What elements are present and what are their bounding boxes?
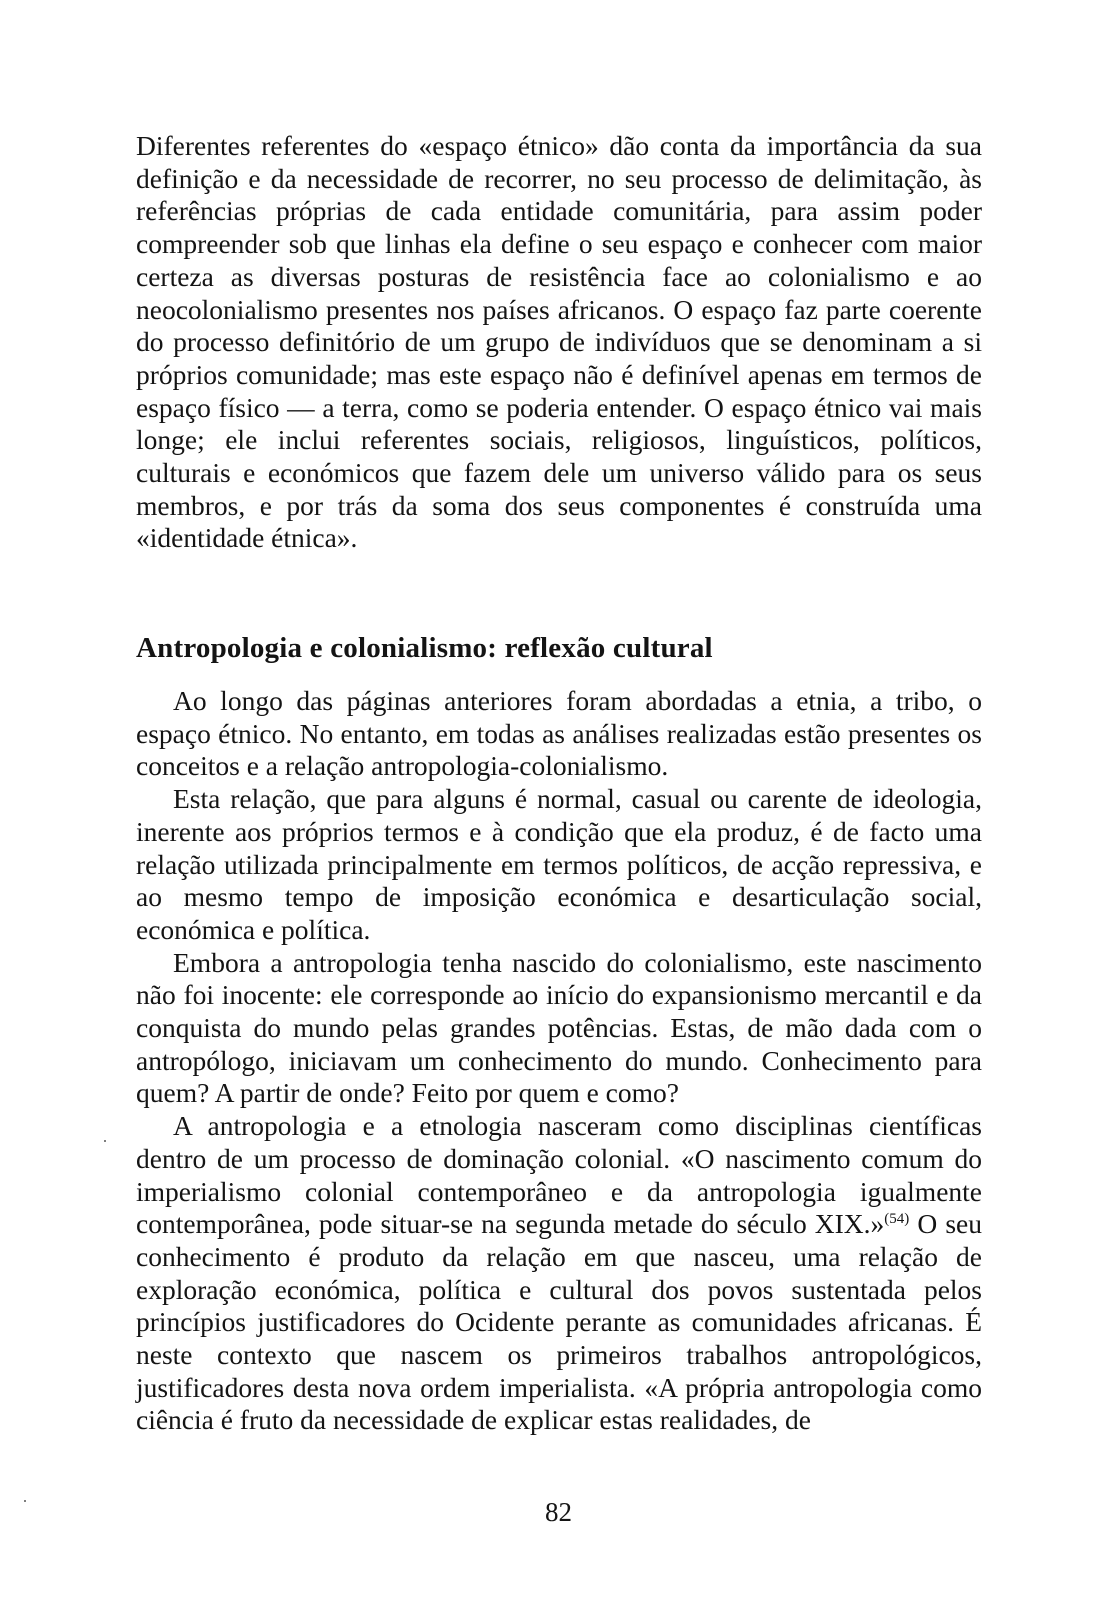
body-paragraph-4-text-b: O seu conhecimento é produto da relação em que nasceu, uma relação de exploração económica, política e cultural dos povos sustentada pelos princípios justificadores do Ocidente perante as comunidades africanas. É neste contexto que nascem os primeiros trabalhos antropológicos, justificadores desta nova ordem imperialista. «A própria antropologia como ciência é fruto da necessidade de explicar estas realidades, de — [136, 1208, 982, 1436]
body-paragraph-4 — [136, 1110, 982, 1437]
scan-speck — [104, 1140, 106, 1142]
section-heading: Antropologia e colonialismo: reflexão cultural — [136, 632, 713, 664]
intro-paragraph: Diferentes referentes do «espaço étnico» dão conta da importância da sua definição e da necessidade de recorrer, no seu processo de delimitação, às referências próprias de cada entidade comunitária, para assim poder compreender sob que linhas ela define o seu espaço e conhecer com maior certeza as diversas posturas de resistência face ao colonialismo e ao neocolonialismo presentes nos países africanos. O espaço faz parte coerente do processo definitório de um grupo de indivíduos que se denominam a si próprios comunidade; mas este espaço não é definível apenas em termos de espaço físico — a terra, como se poderia entender. O espaço étnico vai mais longe; ele inclui referentes sociais, religiosos, linguísticos, políticos, culturais e económicos que fazem dele um universo válido para os seus membros, e por trás da soma dos seus componentes é construída uma «identidade étnica». — [136, 130, 982, 554]
section-body — [136, 685, 982, 1437]
body-paragraph-3: Embora a antropologia tenha nascido do colonialismo, este nascimento não foi inocente: ele corresponde ao início do expansionismo mercantil e da conquista do mundo pelas grandes potências. Estas, de mão dada com o antropólogo, iniciavam um conhecimento do mundo. Conhecimento para quem? A partir de onde? Feito por quem e como? — [136, 946, 982, 1109]
body-paragraph-1: Ao longo das páginas anteriores foram abordadas a etnia, a tribo, o espaço étnico. No entanto, em todas as análises realizadas estão presentes os conceitos e a relação antropologia-colonialismo. — [136, 685, 982, 782]
body-paragraph-2: Esta relação, que para alguns é normal, casual ou carente de ideologia, inerente aos próprios termos e à condição que ela produz, é de facto uma relação utilizada principalmente em termos políticos, de acção repressiva, e ao mesmo tempo de imposição económica e desarticulação social, económica e política. — [136, 783, 982, 945]
scan-speck — [24, 1500, 26, 1502]
footnote-reference: (54) — [884, 1211, 910, 1228]
body-paragraph-4-text-a: A antropologia e a etnologia nasceram como disciplinas científicas dentro de um processo de dominação colonial. «O nascimento comum do imperialismo colonial contemporâneo e da antropologia igualmente contemporânea, pode situar-se na segunda metade do século XIX.» — [136, 1110, 982, 1240]
page-number: 82 — [545, 1497, 572, 1527]
